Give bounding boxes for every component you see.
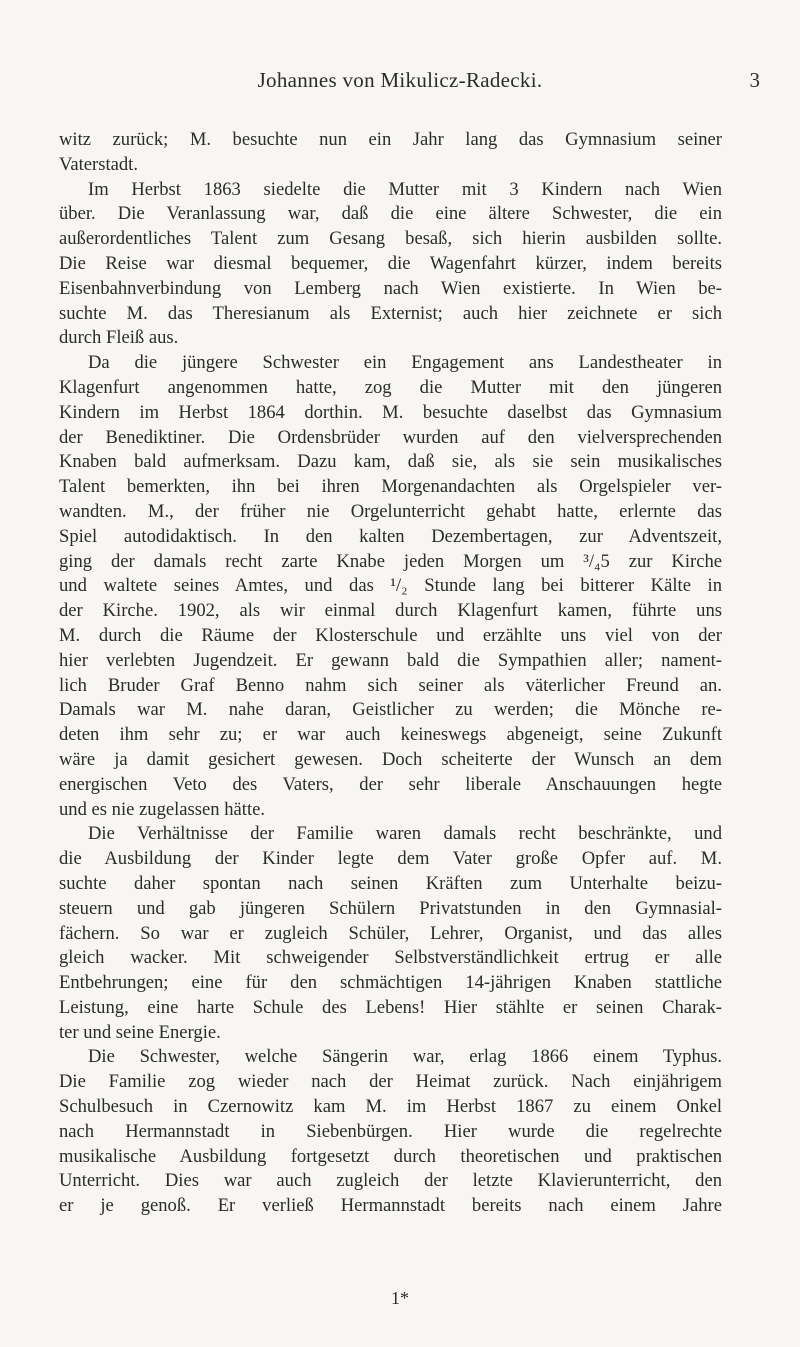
text-line: Unterricht. Dies war auch zugleich der letzte Klavierunterricht, den <box>59 1170 722 1192</box>
signature-mark: 1* <box>391 1288 409 1308</box>
text-line: fächern. So war er zugleich Schüler, Lehrer, Organist, und das alles <box>59 922 722 944</box>
text-line: witz zurück; M. besuchte nun ein Jahr lang das Gymnasium seiner <box>59 129 722 150</box>
running-header <box>0 68 800 102</box>
page-number: 3 <box>749 68 760 92</box>
text-line: Im Herbst 1863 siedelte die Mutter mit 3 Kindern nach Wien <box>88 178 722 200</box>
text-line: Damals war M. nahe daran, Geistlicher zu werden; die Mönche re- <box>59 699 722 721</box>
text-line: Klagenfurt angenommen hatte, zog die Mutter mit den jüngeren <box>59 376 722 398</box>
text-line: der Kirche. 1902, als wir einmal durch Klagenfurt kamen, führte uns <box>59 600 722 622</box>
body-text <box>59 128 722 1219</box>
text-line: Eisenbahnverbindung von Lemberg nach Wien existierte. In Wien be- <box>59 277 722 299</box>
text-line: Da die jüngere Schwester ein Engagement ans Landestheater in <box>88 352 722 374</box>
text-line: Schulbesuch in Czernowitz kam M. im Herbst 1867 zu einem Onkel <box>59 1096 722 1118</box>
text-line: er je genoß. Er verließ Hermannstadt bereits nach einem Jahre <box>59 1195 722 1217</box>
text-line: Leistung, eine harte Schule des Lebens! Hier stählte er seinen Charak- <box>59 996 722 1018</box>
text-line: Vaterstadt. <box>59 153 138 175</box>
text-line: Die Familie zog wieder nach der Heimat zurück. Nach einjährigem <box>59 1071 722 1093</box>
text-line: und es nie zugelassen hätte. <box>59 798 266 820</box>
text-line: Die Schwester, welche Sängerin war, erlag 1866 einem Typhus. <box>88 1046 722 1068</box>
text-line: über. Die Veranlassung war, daß die eine ältere Schwester, die ein <box>59 203 722 225</box>
text-line: M. durch die Räume der Klosterschule und erzählte uns viel von der <box>59 624 722 646</box>
text-line: die Ausbildung der Kinder legte dem Vater große Opfer auf. M. <box>59 848 722 870</box>
text-line: Spiel autodidaktisch. In den kalten Dezembertagen, zur Adventszeit, <box>59 525 722 547</box>
text-line: Knaben bald aufmerksam. Dazu kam, daß sie, als sie sein musikalisches <box>59 451 722 473</box>
text-line: und waltete seines Amtes, und das ¹/₂ Stunde lang bei bitterer Kälte in <box>59 575 722 597</box>
text-line: nach Hermannstadt in Siebenbürgen. Hier wurde die regelrechte <box>59 1120 722 1142</box>
text-line: der Benediktiner. Die Ordensbrüder wurden auf den vielversprechenden <box>59 426 722 448</box>
text-line: suchte M. das Theresianum als Externist; auch hier zeichnete er sich <box>59 302 722 324</box>
text-line: musikalische Ausbildung fortgesetzt durch theoretischen und praktischen <box>59 1145 722 1167</box>
text-line: Die Reise war diesmal bequemer, die Wagenfahrt kürzer, indem bereits <box>59 252 722 274</box>
text-line: hier verlebten Jugendzeit. Er gewann bald die Sympathien aller; nament- <box>59 649 722 671</box>
text-line: außerordentliches Talent zum Gesang besaß, sich hierin ausbilden sollte. <box>59 228 722 250</box>
text-line: deten ihm sehr zu; er war auch keineswegs abgeneigt, seine Zukunft <box>59 724 722 746</box>
text-line: wäre ja damit gesichert gewesen. Doch scheiterte der Wunsch an dem <box>59 748 722 770</box>
text-line: Entbehrungen; eine für den schmächtigen 14-jährigen Knaben stattliche <box>59 972 722 994</box>
text-line: gleich wacker. Mit schweigender Selbstverständlichkeit ertrug er alle <box>59 947 722 969</box>
text-line: ging der damals recht zarte Knabe jeden Morgen um ³/₄5 zur Kirche <box>59 550 722 572</box>
text-line: steuern und gab jüngeren Schülern Privatstunden in den Gymnasial- <box>59 897 722 919</box>
text-line: suchte daher spontan nach seinen Kräften zum Unterhalte beizu- <box>59 872 722 894</box>
text-line: Kindern im Herbst 1864 dorthin. M. besuchte daselbst das Gymnasium <box>59 401 722 423</box>
text-line: wandten. M., der früher nie Orgelunterricht gehabt hatte, erlernte das <box>59 500 722 522</box>
text-line: Die Verhältnisse der Familie waren damals recht beschränkte, und <box>88 823 722 845</box>
text-line: Talent bemerkten, ihn bei ihren Morgenandachten als Orgelspieler ver- <box>59 476 722 498</box>
text-line: energischen Veto des Vaters, der sehr liberale Anschauungen hegte <box>59 773 722 795</box>
text-line: durch Fleiß aus. <box>59 327 179 349</box>
text-line: lich Bruder Graf Benno nahm sich seiner als väterlicher Freund an. <box>59 674 722 696</box>
text-line: ter und seine Energie. <box>59 1021 221 1043</box>
running-title: Johannes von Mikulicz-Radecki. <box>257 68 543 92</box>
